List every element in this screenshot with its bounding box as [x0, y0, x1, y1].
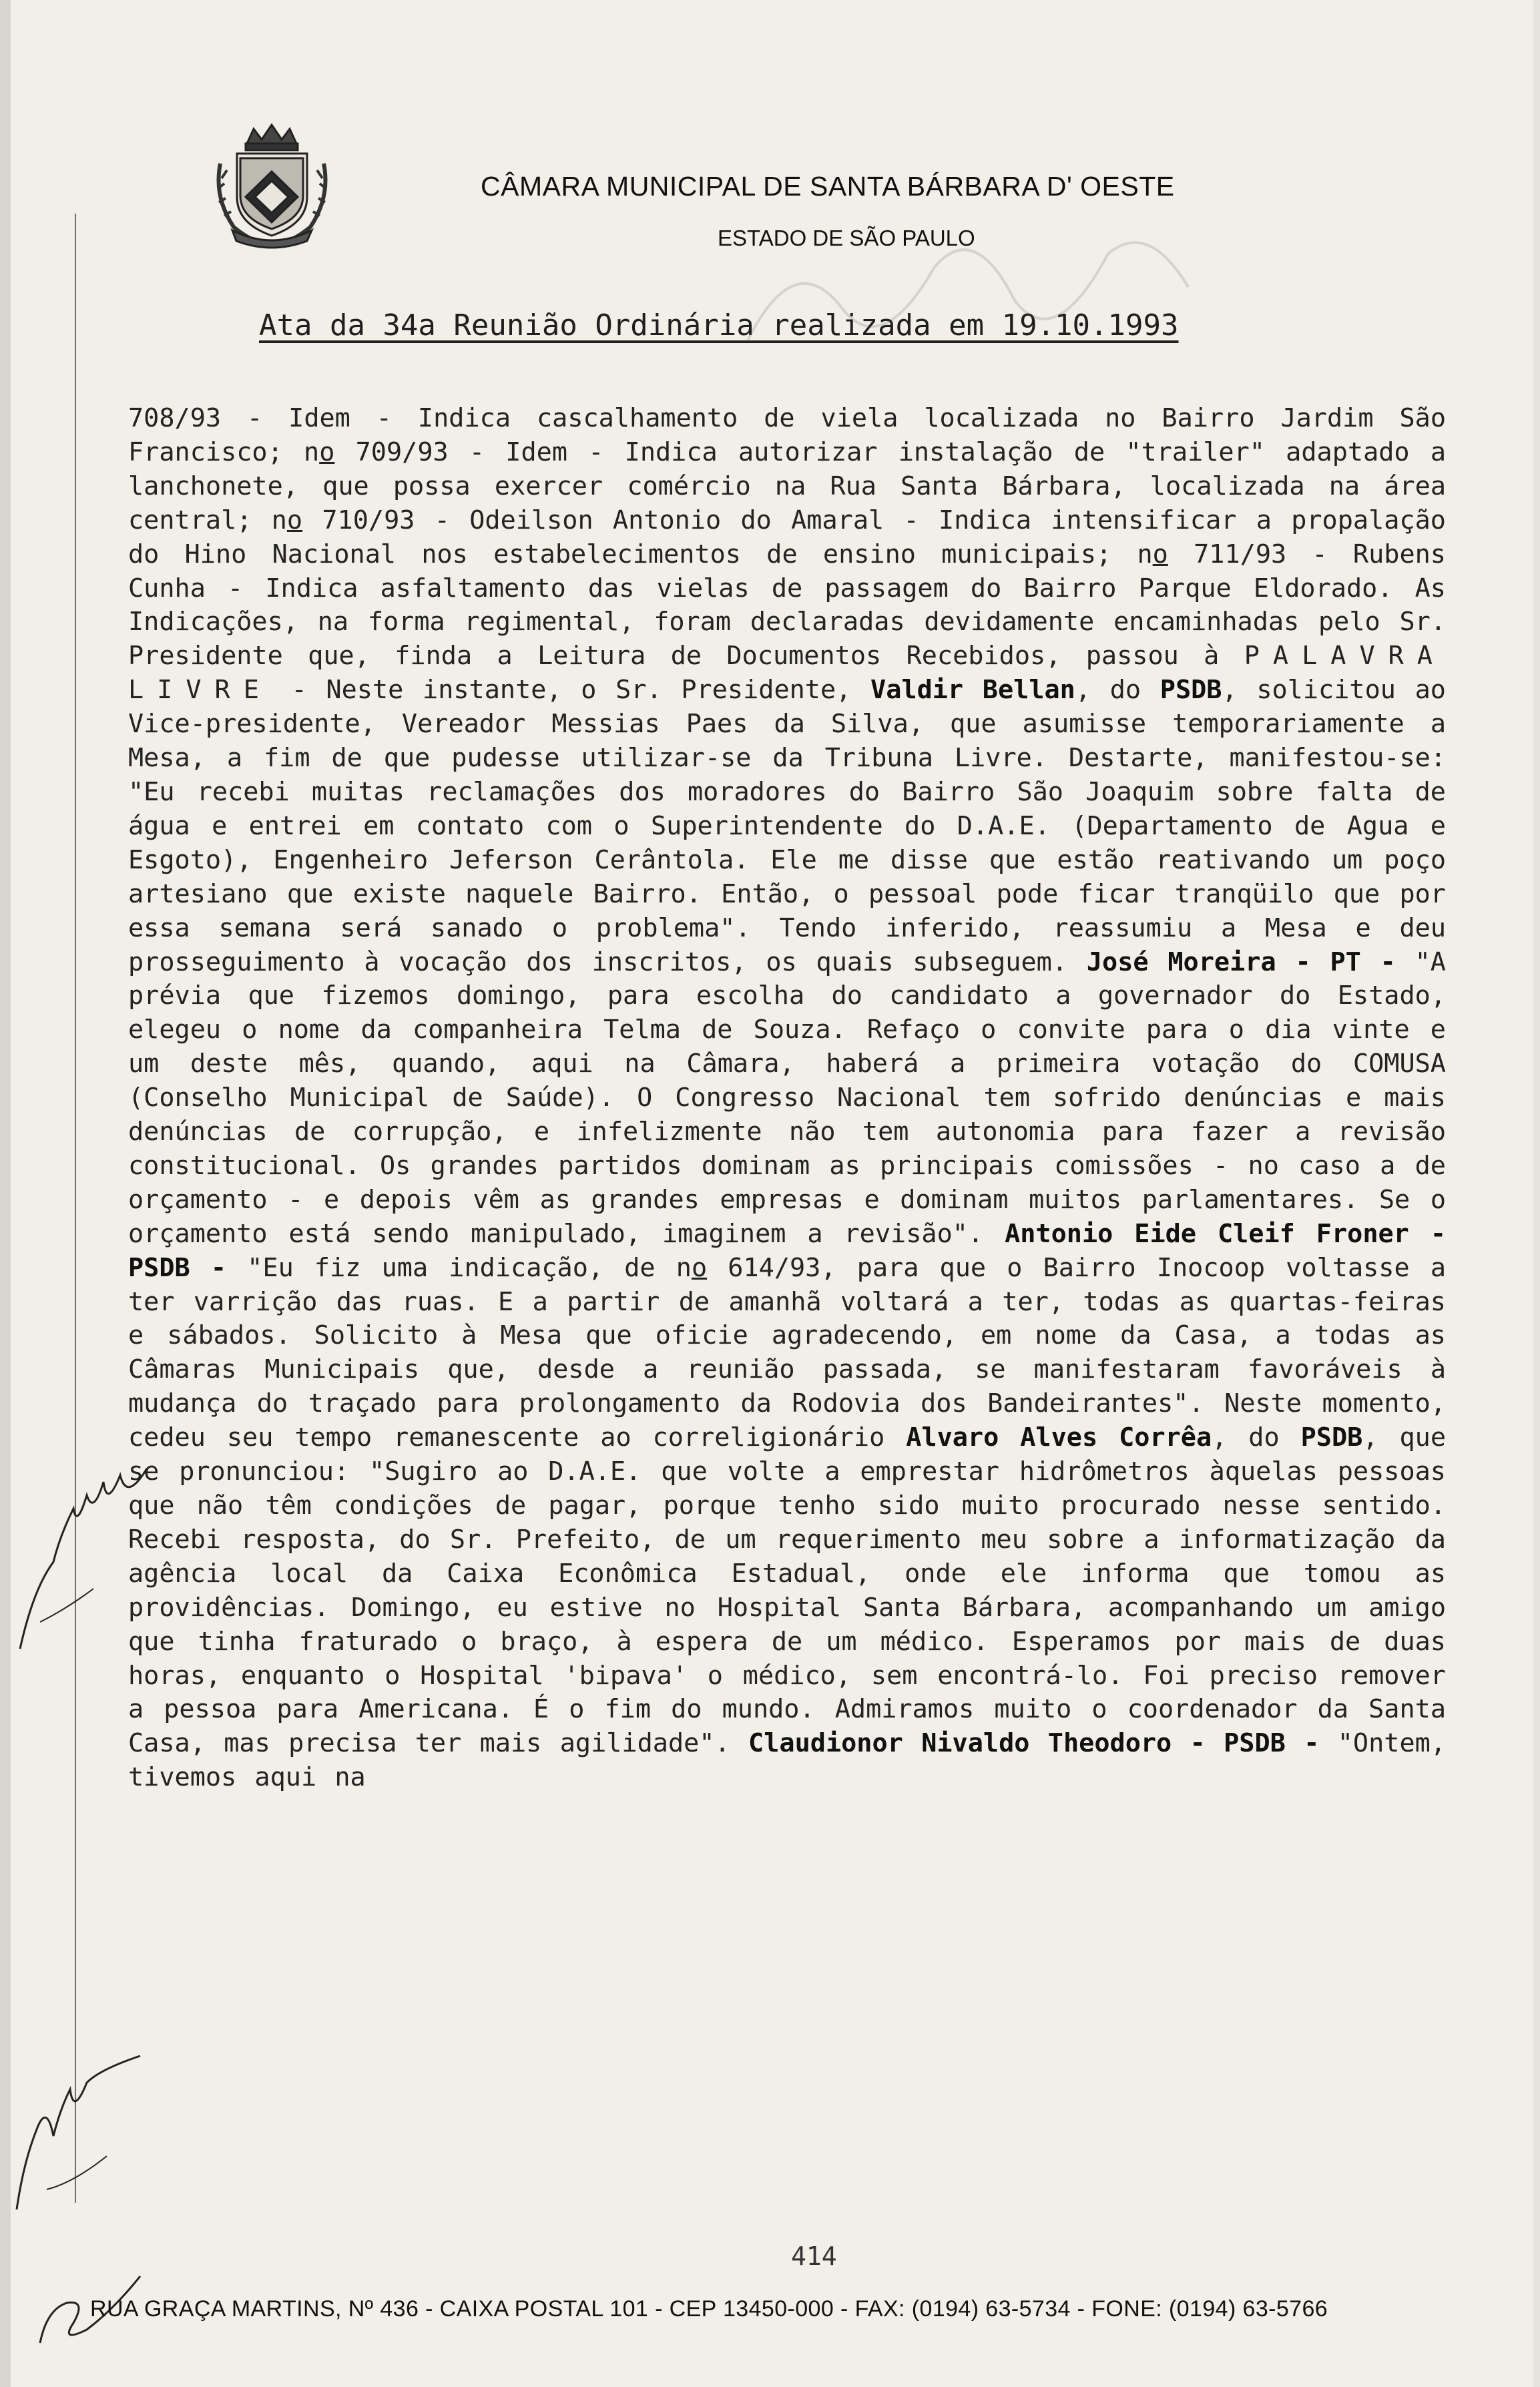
institution-name: CÂMARA MUNICIPAL DE SANTA BÁRBARA D' OESTE	[481, 171, 1175, 202]
page-number: 414	[791, 2241, 837, 2271]
numero-superscript: o	[319, 437, 335, 467]
text-segment: , do	[1212, 1422, 1301, 1453]
text-segment: "A prévia que fizemos domingo, para escolha do candidato a governador do Estado, elegeu o nome da companheira Telma de Souza. Refaço o convite para o dia vinte e um deste mês, quando, aqui na Câmara, haberá a primeira votação do COMUSA (Conselho Municipal de Saúde). O Congresso Nacional tem sofrido denúncias e mais denúncias de corrupção, e infelizmente não tem autonomia para fazer a revisão constitucional. Os grandes partidos dominam as principais comissões - no caso a de orçamento - e depois vêm as grandes empresas e dominam muitos parlamentares. Se o orçamento está sendo manipulado, imaginem a revisão".	[128, 947, 1446, 1249]
text-segment: , do	[1075, 675, 1160, 706]
palavra-livre-heading: PALAVRA LIVRE	[128, 641, 1446, 706]
margin-signature-2	[7, 2029, 154, 2216]
speaker-name: Claudionor Nivaldo Theodoro - PSDB -	[748, 1728, 1320, 1759]
text-segment: , que se pronunciou: "Sugiro ao D.A.E. que volte a emprestar hidrômetros àquelas pessoas que não têm condições de pagar, porque tenho sido muito procurado nesse sentido. Recebi resposta, do Sr. Prefeito, de um requerimento meu sobre a informatização da agência local da Caixa Econômica Estadual, onde ele informa que tomou as providências. Domingo, eu estive no Hospital Santa Bárbara, acompanhando um amigo que tinha fraturado o braço, à espera de um médico. Esperamos por mais de duas horas, enquanto o Hospital 'bipava' o médico, sem encontrá-lo. Foi preciso remover a pessoa para Americana. É o fim do mundo. Admiramos muito o coordenador da Santa Casa, mas precisa ter mais agilidade".	[128, 1422, 1446, 1759]
text-segment: "Eu fiz uma indicação, de n	[226, 1252, 692, 1283]
faint-bleedthrough-signature	[734, 207, 1202, 380]
speaker-name: Antonio Eide Cleif Froner - PSDB -	[128, 1218, 1446, 1283]
margin-line	[75, 214, 76, 2203]
minutes-text	[128, 402, 1446, 1795]
margin-signature-1	[13, 1455, 167, 1655]
numero-superscript: o	[691, 1252, 708, 1283]
speaker-name: Valdir Bellan	[870, 675, 1075, 706]
text-segment: , solicitou ao Vice-presidente, Vereador Messias Paes da Silva, que asumisse temporariamente a Mesa, a fim de que pudesse utilizar-se da Tribuna Livre. Destarte, manifestou-se: "Eu recebi muitas reclamações dos moradores do Bairro São Joaquim sobre falta de água e entrei em contato com o Superintendente do D.A.E. (Departamento de Agua e Esgoto), Engenheiro Jeferson Cerântola. Ele me disse que estão reativando um poço artesiano que existe naquele Bairro. Então, o pessoal pode ficar tranqüilo que por essa semana será sanado o problema". Tendo inferido, reassumiu a Mesa e deu prosseguimento à vocação dos inscritos, os quais subseguem.	[128, 675, 1446, 977]
text-segment: 710/93 - Odeilson Antonio do Amaral - Indica intensificar a propalação do Hino Nacional nos estabelecimentos de ensino municipais; n	[128, 505, 1446, 569]
coat-of-arms-icon	[207, 117, 337, 250]
institution-state: ESTADO DE SÃO PAULO	[718, 226, 975, 250]
party-name: PSDB	[1300, 1422, 1363, 1453]
text-segment: 708/93 - Idem - Indica cascalhamento de viela localizada no Bairro Jardim São Francisco; n	[128, 403, 1446, 467]
text-segment: 709/93 - Idem - Indica autorizar instalação de "trailer" adaptado a lanchonete, que possa exercer comércio na Rua Santa Bárbara, localizada na área central; n	[128, 437, 1447, 535]
document-title: Ata da 34a Reunião Ordinária realizada em 19.10.1993	[259, 308, 1179, 342]
speaker-name: José Moreira - PT -	[1086, 947, 1396, 977]
footer-address: RUA GRAÇA MARTINS, Nº 436 - CAIXA POSTAL 101 - CEP 13450-000 - FAX: (0194) 63-5734 - FONE: (0194) 63-5766	[90, 2296, 1328, 2322]
text-segment: "Ontem, tivemos aqui na	[128, 1728, 1446, 1793]
text-segment: 711/93 - Rubens Cunha - Indica asfaltamento das vielas de passagem do Bairro Parque Eldorado. As Indicações, na forma regimental, foram declaradas devidamente encaminhadas pelo Sr. Presidente que, finda a Leitura de Documentos Recebidos, passou à	[128, 539, 1446, 672]
numero-superscript: o	[1152, 539, 1168, 569]
party-name: PSDB	[1160, 675, 1222, 706]
text-segment: - Neste instante, o Sr. Presidente,	[272, 675, 871, 706]
page-edge-shadow-right	[1533, 0, 1540, 2387]
text-segment: 614/93, para que o Bairro Inocoop voltasse a ter varrição das ruas. E a partir de amanhã voltará a ter, todas as quartas-feiras e sábados. Solicito à Mesa que oficie agradecendo, em nome da Casa, a todas as Câmaras Municipais que, desde a reunião passada, se manifestaram favoráveis à mudança do traçado para prolongamento da Rodovia dos Bandeirantes". Neste momento, cedeu seu tempo remanescente ao correligionário	[128, 1252, 1446, 1453]
speaker-name: Alvaro Alves Corrêa	[906, 1422, 1212, 1453]
numero-superscript: o	[286, 505, 303, 535]
